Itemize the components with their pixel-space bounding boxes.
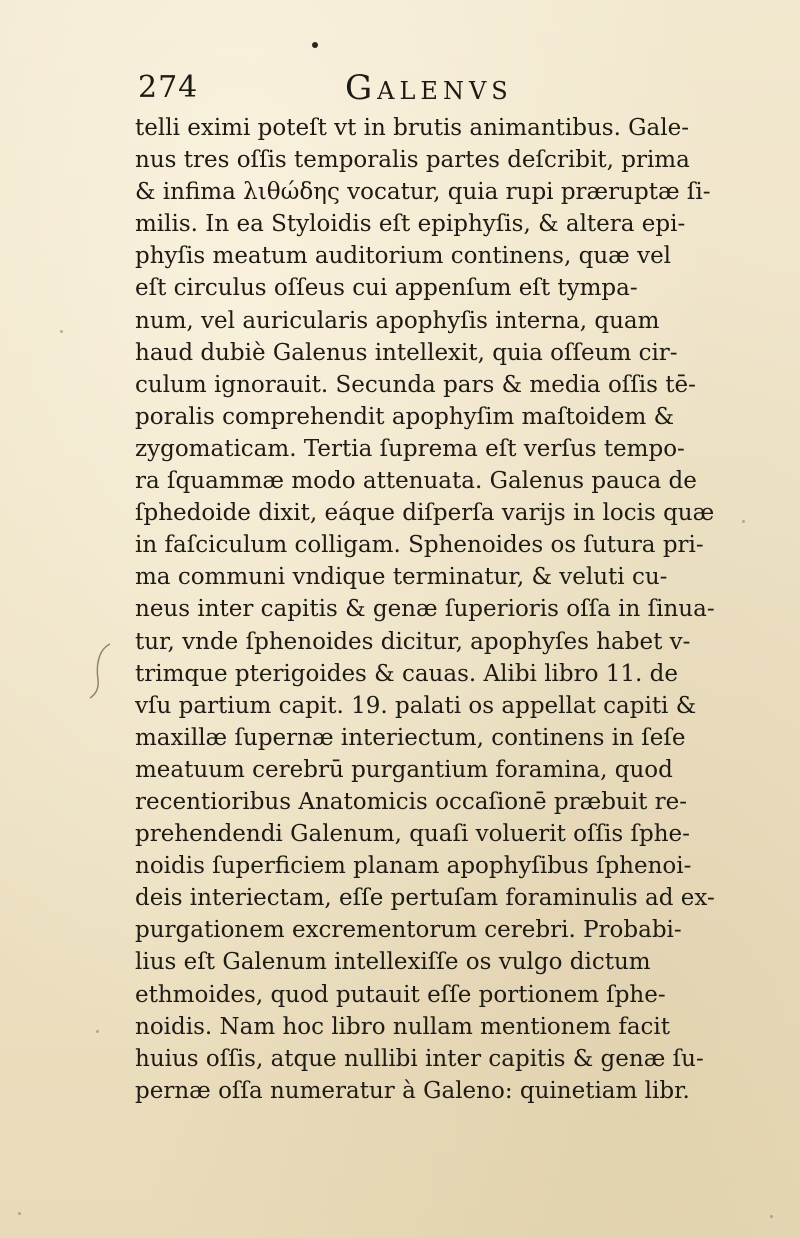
text-line: trimque pterigoides & cauas. Alibi libro 11. de bbox=[135, 660, 679, 687]
ink-dot bbox=[312, 42, 318, 48]
paper-speck bbox=[742, 520, 745, 523]
text-line: noidis. Nam hoc libro nullam mentionem facit bbox=[135, 1013, 671, 1040]
text-line: noidis ſuperficiem planam apophyſibus ſphenoi- bbox=[135, 853, 692, 880]
text-line: milis. In ea Styloidis eſt epiphyſis, & altera epi- bbox=[135, 211, 686, 238]
running-head: Galenvs bbox=[345, 68, 513, 108]
text-line: lius eſt Galenum intellexiſſe os vulgo dictum bbox=[135, 949, 651, 976]
text-line: nus tres oſſis temporalis partes deſcribit, prima bbox=[135, 147, 690, 174]
text-line: eſt circulus oſſeus cui appenſum eſt tympa- bbox=[135, 275, 638, 302]
margin-pen-mark bbox=[84, 640, 114, 700]
paper-speck bbox=[18, 1212, 21, 1215]
text-line: recentioribus Anatomicis occaſionē præbuit re- bbox=[135, 788, 688, 815]
paper-speck bbox=[60, 330, 63, 333]
text-line: tur, vnde ſphenoides dicitur, apophyſes habet v- bbox=[135, 628, 691, 655]
text-line: ra ſquammæ modo attenuata. Galenus pauca de bbox=[135, 468, 697, 495]
text-line: telli eximi poteſt vt in brutis animantibus. Gale- bbox=[135, 115, 690, 141]
text-line: zygomaticam. Tertia ſuprema eſt verſus tempo- bbox=[135, 435, 685, 462]
text-line: vſu partium capit. 19. palati os appellat capiti & bbox=[135, 692, 697, 719]
text-line: prehendendi Galenum, quaſi voluerit oſſis ſphe- bbox=[135, 821, 690, 848]
text-line: deis interiectam, eſſe pertuſam foraminulis ad ex- bbox=[135, 885, 715, 912]
paper-speck bbox=[96, 1030, 99, 1033]
page-number: 274 bbox=[138, 70, 199, 105]
paper-speck bbox=[770, 1215, 773, 1218]
text-line: ethmoides, quod putauit eſſe portionem ſphe- bbox=[135, 981, 666, 1008]
text-line: phyſis meatum auditorium continens, quæ vel bbox=[135, 243, 672, 270]
text-line: pernæ oſſa numeratur à Galeno: quinetiam libr. bbox=[135, 1077, 690, 1104]
text-line: num, vel auricularis apophyſis interna, quam bbox=[135, 307, 660, 334]
text-line: huius oſſis, atque nullibi inter capitis & genæ ſu- bbox=[135, 1045, 704, 1072]
text-line: haud dubiè Galenus intellexit, quia oſſeum cir- bbox=[135, 339, 678, 366]
text-line: ſphedoide dixit, eáque diſperſa varijs in locis quæ bbox=[135, 500, 715, 527]
body-text bbox=[135, 112, 715, 1107]
text-line: & infima λιθώδης vocatur, quia rupi præruptæ ſi- bbox=[135, 179, 711, 206]
text-line: culum ignorauit. Secunda pars & media oſſis tē- bbox=[135, 371, 696, 398]
text-line: neus inter capitis & genæ ſuperioris oſſa in ſinua- bbox=[135, 596, 715, 623]
text-line: poralis comprehendit apophyſim maſtoidem & bbox=[135, 403, 675, 430]
text-line: ma communi vndique terminatur, & veluti cu- bbox=[135, 564, 668, 591]
text-line: meatuum cerebrū purgantium foramina, quod bbox=[135, 756, 673, 783]
text-line: in faſciculum colligam. Sphenoides os ſutura pri- bbox=[135, 532, 704, 559]
text-line: purgationem excrementorum cerebri. Probabi- bbox=[135, 917, 682, 944]
text-line: maxillæ ſupernæ interiectum, continens in ſeſe bbox=[135, 724, 686, 751]
